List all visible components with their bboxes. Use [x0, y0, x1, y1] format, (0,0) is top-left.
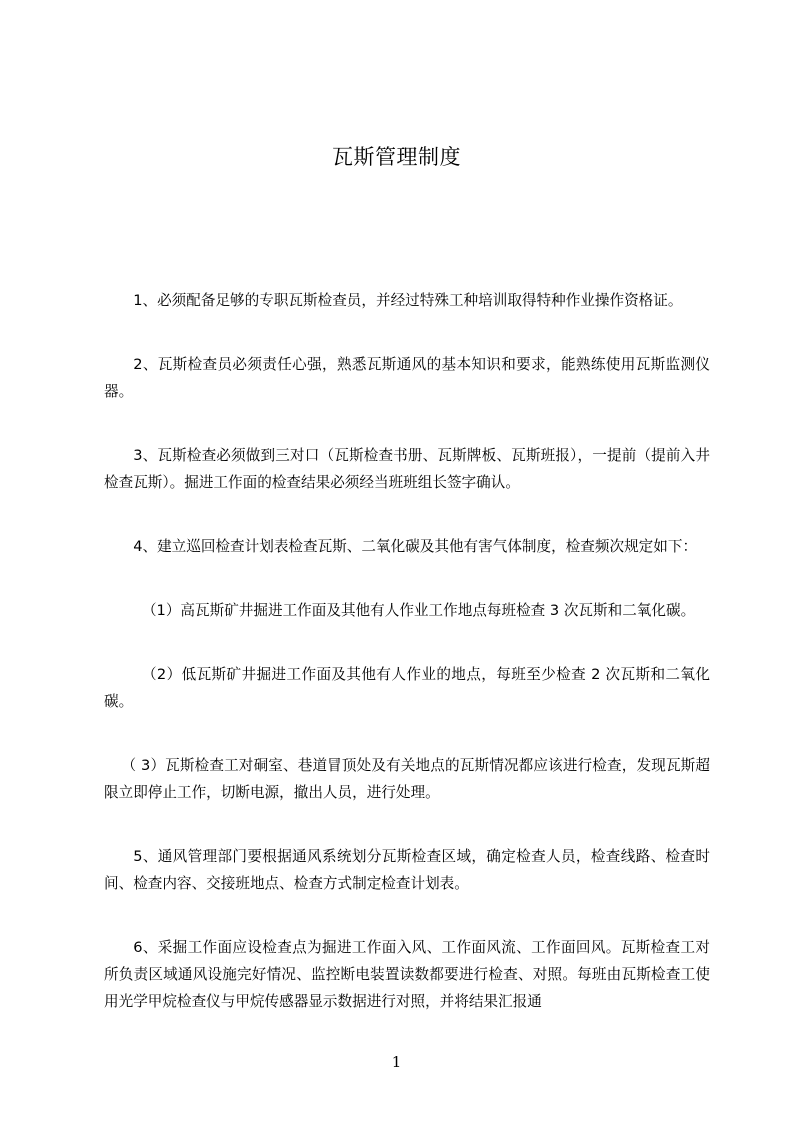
paragraph-4: 4、建立巡回检查计划表检查瓦斯、二氧化碳及其他有害气体制度，检查频次规定如下：: [133, 538, 698, 555]
page-number: 1: [391, 1053, 402, 1071]
sub-item-2: （2）低瓦斯矿井掘进工作面及其他有人作业的地点，每班至少检查 2 次瓦斯和二氧化碳。: [104, 666, 710, 710]
paragraph-2: 2、瓦斯检查员必须责任心强，熟悉瓦斯通风的基本知识和要求，能熟练使用瓦斯监测仪器。: [104, 356, 710, 400]
paragraph-3: 3、瓦斯检查必须做到三对口（瓦斯检查书册、瓦斯牌板、瓦斯班报），一提前（提前入井检查瓦斯）。掘进工作面的检查结果必须经当班班组长签字确认。: [104, 447, 710, 491]
document-body: [104, 287, 710, 1052]
sub-item-1: （1）高瓦斯矿井掘进工作面及其他有人作业工作地点每班检查 3 次瓦斯和二氧化碳。: [141, 602, 696, 619]
sub-item-3: （ 3）瓦斯检查工对硐室、巷道冒顶处及有关地点的瓦斯情况都应该进行检查，发现瓦斯超限立即停止工作，切断电源，撤出人员，进行处理。: [104, 757, 710, 801]
paragraph-6: 6、采掘工作面应设检查点为掘进工作面入风、工作面风流、工作面回风。瓦斯检查工对所负责区域通风设施完好情况、监控断电装置读数都要进行检查、对照。每班由瓦斯检查工使用光学甲烷检查仪与甲烷传感器显示数据进行对照，并将结果汇报通: [104, 939, 710, 1010]
paragraph-1: 1、必须配备足够的专职瓦斯检查员，并经过特殊工种培训取得特种作业操作资格证。: [133, 292, 683, 309]
document-title: 瓦斯管理制度: [332, 145, 461, 169]
paragraph-5: 5、通风管理部门要根据通风系统划分瓦斯检查区域，确定检查人员，检查线路、检查时间、检查内容、交接班地点、检查方式制定检查计划表。: [104, 848, 710, 892]
